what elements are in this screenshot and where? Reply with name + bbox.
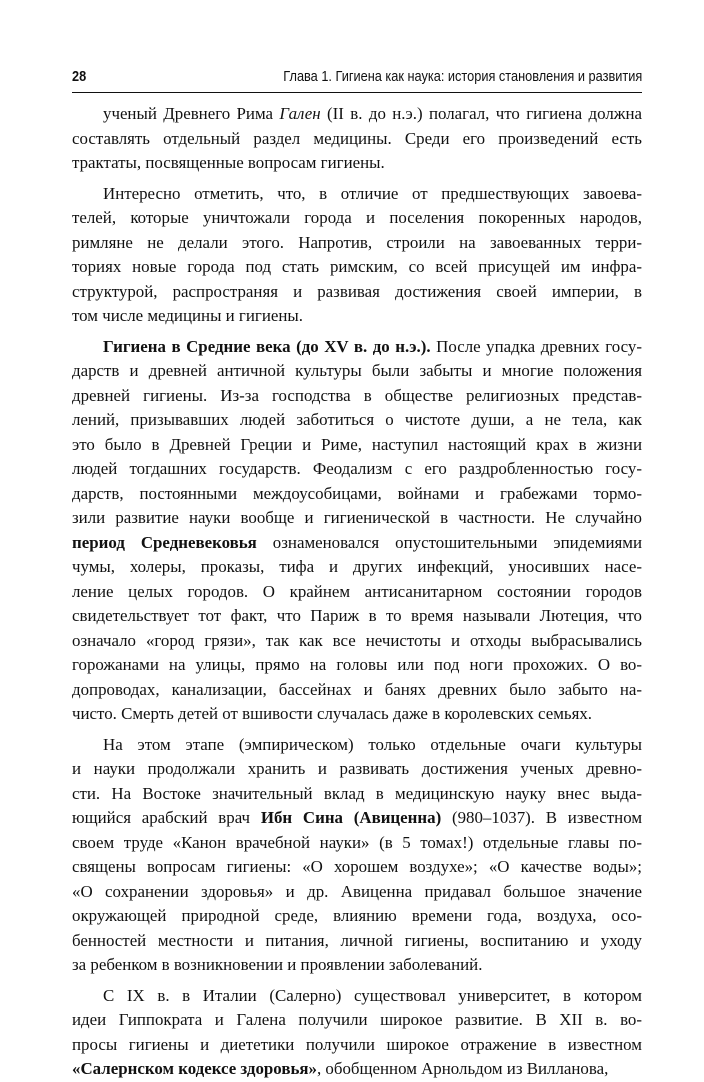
text-line: означало «город грязи», так как все нечистоты и отходы выбрасывались [72, 630, 642, 650]
text-line: трактаты, посвященные вопросам гигиены. [72, 153, 385, 172]
page-number: 28 [72, 69, 87, 85]
text-line: С IX в. в Италии (Салерно) существовал университет, в котором [103, 985, 642, 1005]
header-rule [72, 92, 642, 93]
running-title: Глава 1. Гигиена как наука: история становления и развития [283, 69, 643, 85]
text-line: На этом этапе (эмпирическом) только отдельные очаги культуры [103, 734, 642, 754]
text-line: бенностей местности и питания, личной гигиены, воспитанию и уходу [72, 930, 642, 950]
text-line: структурой, распространяя и развивая достижения своей империи, в [72, 281, 642, 301]
body-text [72, 102, 642, 1082]
text-line: древней гигиены. Из-за господства в обществе религиозных представ- [72, 385, 642, 405]
bold-term: «Салернском кодексе здоровья» [72, 1059, 317, 1078]
text-line: ториях новые города под стать римским, со всей присущей им инфра- [72, 257, 642, 276]
text-line: составлять отдельный раздел медицины. Среди его произведений есть [72, 128, 642, 148]
bold-term: Ибн Сина (Авиценна) [260, 808, 442, 827]
text-line: Гигиена в Средние века (до XV в. до н.э.). После упадка древних госу- [103, 336, 642, 356]
text-line: идеи Гиппократа и Галена получили широкое развитие. В XII в. во- [72, 1010, 642, 1029]
text-line: Интересно отметить, что, в отличие от предшествующих завоева- [103, 183, 642, 203]
text-line: просы гигиены и диететики получили широкое отражение в известном [72, 1034, 642, 1054]
text-line: зили развитие науки вообще и гигиенической в частности. Не случайно [72, 508, 642, 527]
text-line: за ребенком в возникновении и проявлении заболеваний. [72, 955, 483, 974]
text-line: чисто. Смерть детей от вшивости случалась даже в королевских семьях. [72, 704, 593, 723]
text-line: дарств, постоянными междоусобицами, войнами и грабежами тормо- [72, 483, 642, 503]
bold-term: Гигиена в Средние века (до XV в. до н.э.). [103, 336, 431, 356]
text-line: сти. На Востоке значительный вклад в медицинскую науку внес выда- [72, 783, 642, 803]
text-line: том числе медицины и гигиены. [72, 306, 303, 325]
text-line: лений, призывавших людей заботиться о чистоте души, а не тела, как [72, 410, 642, 429]
italic-name: Гален [279, 104, 321, 123]
text-line: «О сохранении здоровья» и др. Авиценна придавал большое значение [72, 881, 642, 901]
text-line: ление целых городов. О крайнем антисанитарном состоянии городов [72, 581, 642, 601]
bold-term: период Средневековья [72, 532, 257, 552]
text-line: римляне не делали этого. Напротив, строили на завоеванных терри- [72, 232, 642, 252]
text-line: свидетельствует тот факт, что Париж в то время называли Лютеция, что [72, 606, 642, 625]
text-line: дарств и древней античной культуры были забыты и многие положения [72, 361, 642, 380]
text-line: допроводах, канализации, бассейнах и банях древних было забыто на- [72, 679, 642, 699]
text-line: священы вопросам гигиены: «О хорошем воздухе»; «О качестве воды»; [72, 857, 642, 876]
text-line: период Средневековья ознаменовался опустошительными эпидемиями [72, 532, 642, 552]
text-line: горожанами на улицы, прямо на головы или под ноги прохожих. О во- [72, 655, 642, 674]
text-line: окружающей природной среде, влиянию времени года, воздуха, осо- [72, 906, 642, 925]
text-line: ющийся арабский врач Ибн Сина (Авиценна) (980–1037). В известном [72, 808, 643, 827]
running-header [72, 66, 643, 88]
text-line: это было в Древней Греции и Риме, наступил настоящий крах в жизни [72, 434, 642, 454]
text-line: «Салернском кодексе здоровья», обобщенном Арнольдом из Вилланова, [72, 1059, 609, 1078]
text-line: и науки продолжали хранить и развивать достижения ученых древно- [72, 759, 642, 778]
text-line: чумы, холеры, проказы, тифа и других инфекций, уносивших насе- [72, 557, 642, 576]
text-line: ученый Древнего Рима Гален (II в. до н.э.) полагал, что гигиена должна [103, 104, 642, 123]
text-line: своем труде «Канон врачебной науки» (в 5 томах!) отдельные главы по- [72, 832, 642, 852]
text-line: телей, которые уничтожали города и поселения покоренных народов, [72, 208, 642, 227]
text-line: людей тогдашних государств. Феодализм с его раздробленностью госу- [72, 459, 642, 478]
